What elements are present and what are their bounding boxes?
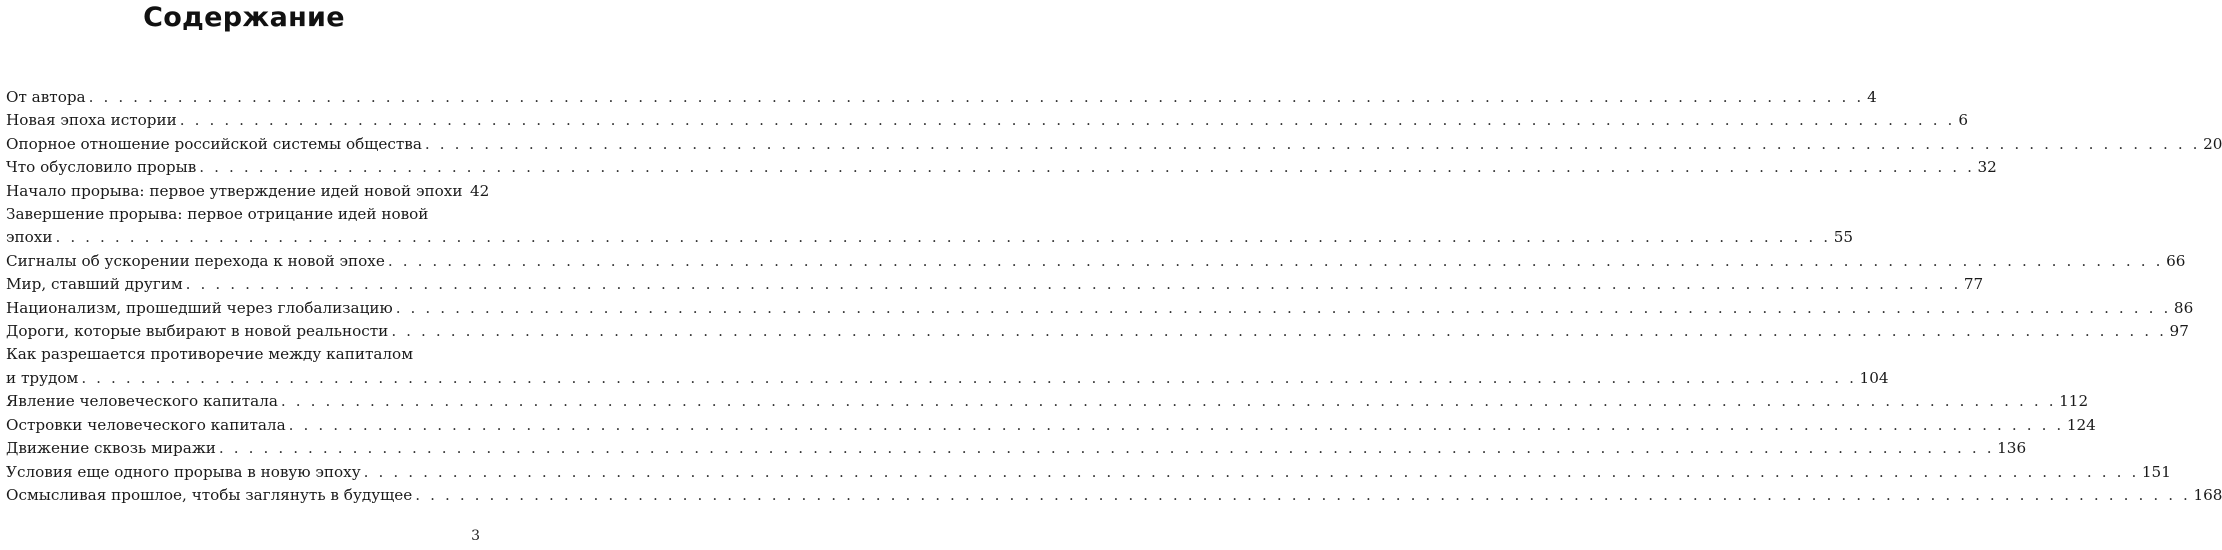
toc-entry[interactable] bbox=[6, 437, 2027, 460]
toc-entry-title: Начало прорыва: первое утверждение идей новой эпохи bbox=[6, 181, 463, 200]
page-number: 3 bbox=[471, 528, 480, 544]
toc-entry-page: 136 bbox=[1997, 439, 2027, 458]
toc-entry-page: 42 bbox=[470, 181, 490, 200]
dot-leader: . . . . . . . . . . . . . . . . . . . . . . . . . . . . . . . . . . . . . . . . . . . . . . . . . . . . . . . . . . . . . . . . . . . . . . . . . . . . . . . . . . . . . . . . . . . . . . . . . . . . . . . . . . . . . . . . . . . . . . . . bbox=[280, 392, 2057, 411]
toc-entry[interactable] bbox=[6, 414, 2096, 437]
toc-entry-page: 168 bbox=[2193, 485, 2222, 504]
toc-entry-line bbox=[6, 133, 2222, 156]
toc-entry[interactable] bbox=[6, 320, 2189, 343]
toc-entry-line bbox=[6, 273, 1984, 296]
toc-entry-page: 151 bbox=[2141, 462, 2171, 481]
toc-entry-page: 32 bbox=[1977, 158, 1997, 177]
toc-entry-line bbox=[6, 86, 1877, 109]
toc-entry-line bbox=[6, 156, 1997, 179]
toc-entry-page: 4 bbox=[1867, 88, 1877, 106]
toc-entry-title: Мир, ставший другим bbox=[6, 275, 183, 294]
toc-entry-line bbox=[6, 414, 2096, 437]
dot-leader: . . . . . . . . . . . . . . . . . . . . . . . . . . . . . . . . . . . . . . . . . . . . . . . . . . . . . . . . . . . . . . . . . . . . . . . . . . . . . . . . . . . . . . . . . . . . . . . . . . . . . . . . . . . . . . . . . . . . . . . . bbox=[387, 251, 2164, 270]
toc-entry-title: Условия еще одного прорыва в новую эпоху bbox=[6, 462, 361, 481]
toc-entry-title: Дороги, которые выбирают в новой реальности bbox=[6, 322, 389, 341]
toc-entry-title: эпохи bbox=[6, 228, 53, 247]
toc-entry-line bbox=[6, 461, 2171, 484]
toc-entry-title: Осмысливая прошлое, чтобы заглянуть в будущее bbox=[6, 485, 413, 504]
toc-entry-line bbox=[6, 109, 1968, 132]
dot-leader: . . . . . . . . . . . . . . . . . . . . . . . . . . . . . . . . . . . . . . . . . . . . . . . . . . . . . . . . . . . . . . . . . . . . . . . . . . . . . . . . . . . . . . . . . . . . . . . . . . . . . . . . . . . . . . . . . . . . . . . . bbox=[218, 439, 1995, 458]
toc-entry-page: 6 bbox=[1958, 111, 1968, 130]
toc-entry-line bbox=[6, 484, 2222, 507]
dot-leader: . . . . . . . . . . . . . . . . . . . . . . . . . . . . . . . . . . . . . . . . . . . . . . . . . . . . . . . . . . . . . . . . . . . . . . . . . . . . . . . . . . . . . . . . . . . . . . . . . . . . . . . . . . . . . . . . . . . . . . . . bbox=[391, 322, 2167, 341]
toc-entry-title: От автора bbox=[6, 88, 86, 106]
toc-entry-line bbox=[6, 226, 1854, 249]
toc-entry-title: Новая эпоха истории bbox=[6, 111, 177, 130]
toc-entry-title-line: Завершение прорыва: первое отрицание идей новой bbox=[6, 205, 429, 224]
toc-entry[interactable] bbox=[6, 109, 1968, 132]
toc-entry[interactable] bbox=[6, 461, 2171, 484]
toc-entry-page: 77 bbox=[1963, 275, 1984, 294]
dot-leader: . . . . . . . . . . . . . . . . . . . . . . . . . . . . . . . . . . . . . . . . . . . . . . . . . . . . . . . . . . . . . . . . . . . . . . . . . . . . . . . . . . . . . . . . . . . . . . . . . . . . . . . . . . . . . . . . . . . . . . . . bbox=[288, 415, 2064, 434]
toc-entry[interactable] bbox=[6, 133, 2222, 156]
toc-entry-page: 20 bbox=[2203, 134, 2222, 153]
toc-entry-line bbox=[6, 250, 2186, 273]
toc-entry-page: 55 bbox=[1833, 228, 1854, 247]
dot-leader: . . . . . . . . . . . . . . . . . . . . . . . . . . . . . . . . . . . . . . . . . . . . . . . . . . . . . . . . . . . . . . . . . . . . . . . . . . . . . . . . . . . . . . . . . . . . . . . . . . . . . . . . . . . . . . . . . . . . . . . . bbox=[424, 134, 2201, 153]
toc-entry[interactable] bbox=[6, 273, 1984, 296]
dot-leader bbox=[465, 180, 467, 203]
toc-entry-line bbox=[6, 367, 1889, 390]
toc-entry-page: 124 bbox=[2066, 415, 2096, 434]
page-title: Содержание bbox=[143, 2, 345, 33]
toc-entry[interactable] bbox=[6, 297, 2194, 320]
toc-entry[interactable] bbox=[6, 156, 1997, 179]
toc-entry-page: 112 bbox=[2059, 392, 2089, 411]
toc-entry-title: Движение сквозь миражи bbox=[6, 439, 216, 458]
dot-leader: . . . . . . . . . . . . . . . . . . . . . . . . . . . . . . . . . . . . . . . . . . . . . . . . . . . . . . . . . . . . . . . . . . . . . . . . . . . . . . . . . . . . . . . . . . . . . . . . . . . . . . . . . . . . . . . . . . . . . . . . bbox=[395, 298, 2171, 317]
toc-entry-title: Национализм, прошедший через глобализацию bbox=[6, 298, 393, 317]
dot-leader: . . . . . . . . . . . . . . . . . . . . . . . . . . . . . . . . . . . . . . . . . . . . . . . . . . . . . . . . . . . . . . . . . . . . . . . . . . . . . . . . . . . . . . . . . . . . . . . . . . . . . . . . . . . . . . . . . . . . . . . . bbox=[185, 275, 1961, 294]
dot-leader: . . . . . . . . . . . . . . . . . . . . . . . . . . . . . . . . . . . . . . . . . . . . . . . . . . . . . . . . . . . . . . . . . . . . . . . . . . . . . . . . . . . . . . . . . . . . . . . . . . . . . . . . . . . . . . . . . . . . . . . . bbox=[363, 462, 2139, 481]
toc-entry-title: Что обусловило прорыв bbox=[6, 158, 197, 177]
toc-entry-title: и трудом bbox=[6, 368, 79, 387]
dot-leader: . . . . . . . . . . . . . . . . . . . . . . . . . . . . . . . . . . . . . . . . . . . . . . . . . . . . . . . . . . . . . . . . . . . . . . . . . . . . . . . . . . . . . . . . . . . . . . . . . . . . . . . . . . . . . . . . . . . . . . . . bbox=[88, 88, 1864, 106]
dot-leader: . . . . . . . . . . . . . . . . . . . . . . . . . . . . . . . . . . . . . . . . . . . . . . . . . . . . . . . . . . . . . . . . . . . . . . . . . . . . . . . . . . . . . . . . . . . . . . . . . . . . . . . . . . . . . . . . . . . . . . . . bbox=[81, 368, 1857, 387]
toc-entry-title: Опорное отношение российской системы общества bbox=[6, 134, 422, 153]
toc-entry-line bbox=[6, 390, 2089, 413]
toc-entry-page: 104 bbox=[1859, 368, 1889, 387]
toc-entry-line bbox=[6, 180, 490, 203]
dot-leader: . . . . . . . . . . . . . . . . . . . . . . . . . . . . . . . . . . . . . . . . . . . . . . . . . . . . . . . . . . . . . . . . . . . . . . . . . . . . . . . . . . . . . . . . . . . . . . . . . . . . . . . . . . . . . . . . . . . . . . . . bbox=[415, 485, 2191, 504]
dot-leader: . . . . . . . . . . . . . . . . . . . . . . . . . . . . . . . . . . . . . . . . . . . . . . . . . . . . . . . . . . . . . . . . . . . . . . . . . . . . . . . . . . . . . . . . . . . . . . . . . . . . . . . . . . . . . . . . . . . . . . . . bbox=[55, 228, 1831, 247]
table-of-contents bbox=[6, 86, 2222, 507]
toc-entry-page: 97 bbox=[2169, 322, 2189, 341]
toc-entry-line bbox=[6, 297, 2194, 320]
dot-leader: . . . . . . . . . . . . . . . . . . . . . . . . . . . . . . . . . . . . . . . . . . . . . . . . . . . . . . . . . . . . . . . . . . . . . . . . . . . . . . . . . . . . . . . . . . . . . . . . . . . . . . . . . . . . . . . . . . . . . . . . bbox=[199, 158, 1975, 177]
toc-entry-title: Островки человеческого капитала bbox=[6, 415, 286, 434]
toc-entry[interactable] bbox=[6, 250, 2186, 273]
toc-entry[interactable] bbox=[6, 484, 2222, 507]
toc-entry-line bbox=[6, 437, 2027, 460]
toc-entry[interactable] bbox=[6, 86, 1877, 109]
toc-entry-title: Явление человеческого капитала bbox=[6, 392, 278, 411]
toc-entry-page: 86 bbox=[2173, 298, 2194, 317]
toc-entry-line bbox=[6, 320, 2189, 343]
toc-entry-page: 66 bbox=[2166, 251, 2186, 270]
toc-entry-title-line: Как разрешается противоречие между капиталом bbox=[6, 345, 414, 364]
toc-entry[interactable] bbox=[6, 390, 2089, 413]
toc-entry[interactable] bbox=[6, 203, 1854, 250]
toc-entry-title: Сигналы об ускорении перехода к новой эпохе bbox=[6, 251, 385, 270]
toc-entry[interactable] bbox=[6, 343, 1889, 390]
toc-entry[interactable] bbox=[6, 180, 490, 203]
dot-leader: . . . . . . . . . . . . . . . . . . . . . . . . . . . . . . . . . . . . . . . . . . . . . . . . . . . . . . . . . . . . . . . . . . . . . . . . . . . . . . . . . . . . . . . . . . . . . . . . . . . . . . . . . . . . . . . . . . . . . . . . bbox=[179, 111, 1955, 130]
